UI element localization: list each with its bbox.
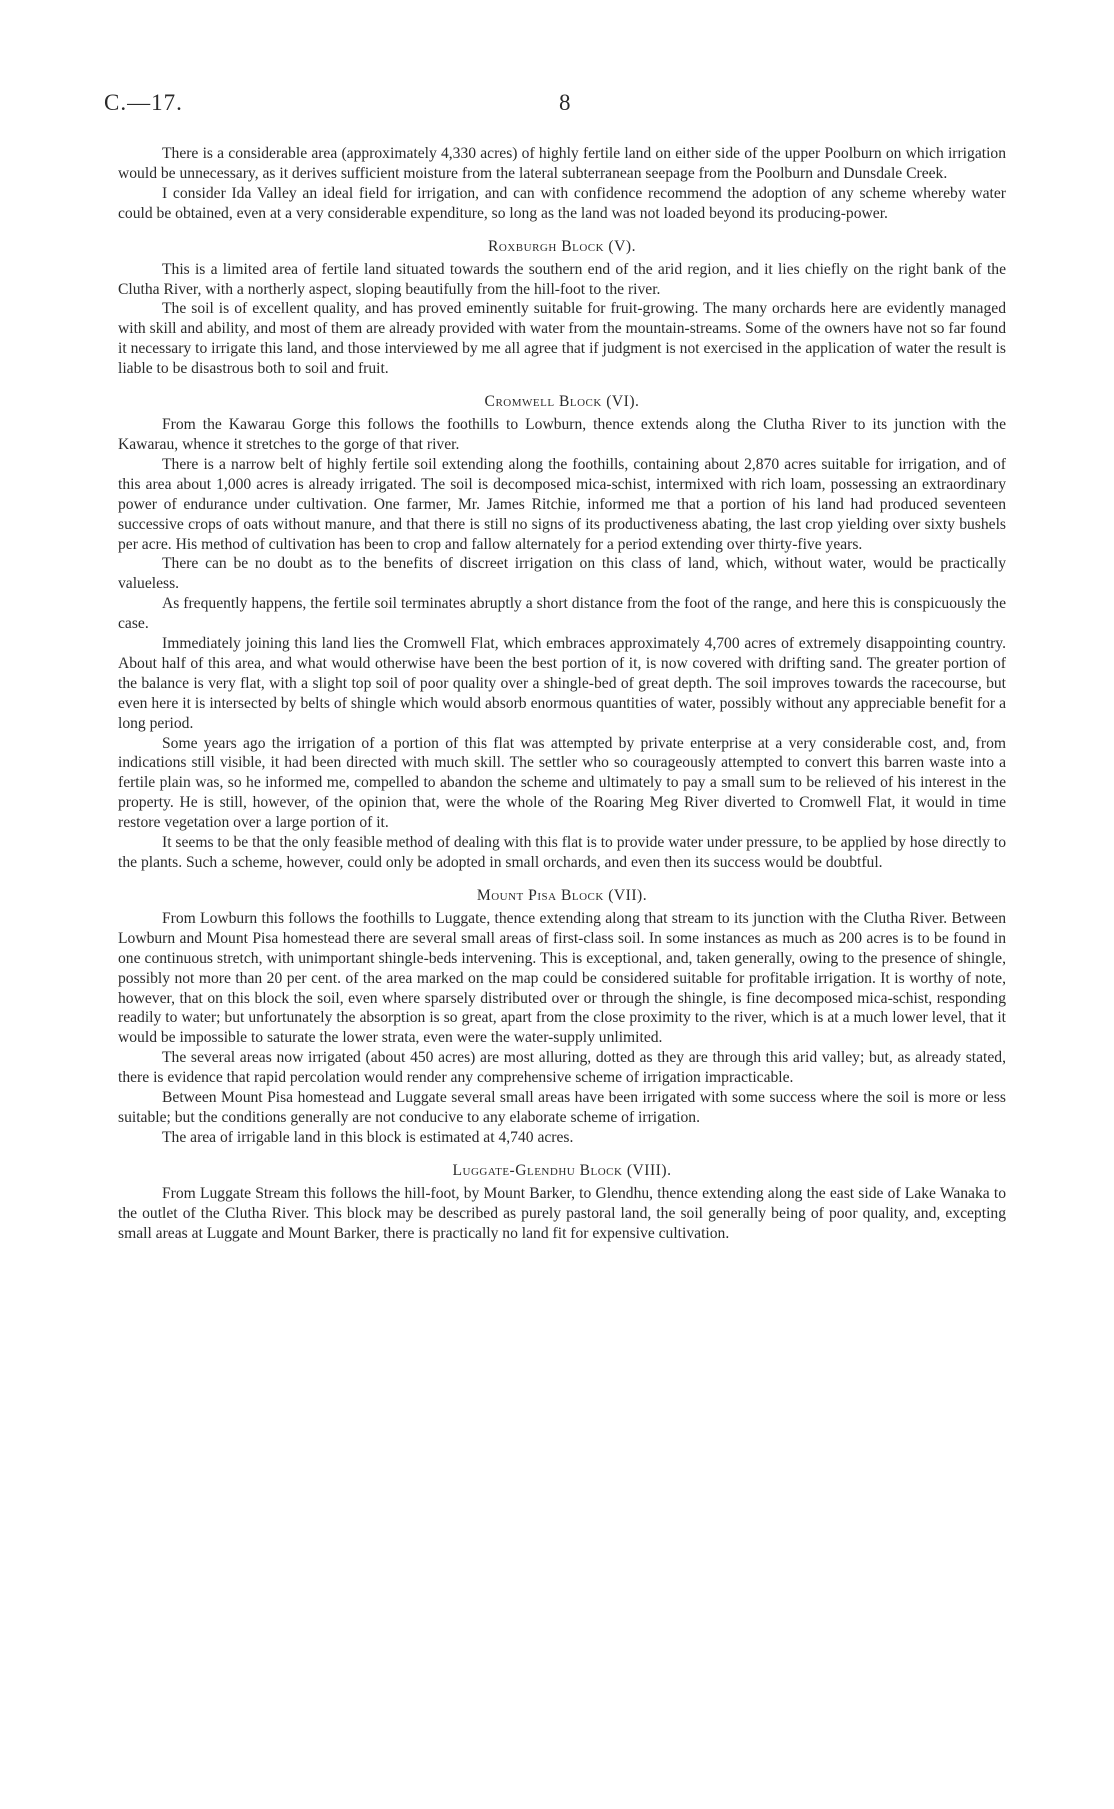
paragraph: This is a limited area of fertile land situated towards the southern end of the arid region, and it lies chiefly on the right bank of the Clutha River, with a northerly aspect, sloping beautifully from the hill-foot to the river.	[118, 260, 1006, 298]
paragraph: Between Mount Pisa homestead and Luggate several small areas have been irrigated with some success where the soil is more or less suitable; but the conditions generally are not conducive to any elaborate scheme of irrigation.	[118, 1089, 1006, 1126]
section-heading-luggate-glendhu: Luggate-Glendhu Block (VIII).	[452, 1161, 672, 1179]
report-body	[118, 144, 1006, 1244]
page-number: 8	[559, 90, 571, 115]
document-reference: C.—17.	[104, 90, 183, 115]
paragraph: There can be no doubt as to the benefits of discreet irrigation on this class of land, which, without water, would be practically valueless.	[118, 555, 1006, 593]
section-heading-mount-pisa: Mount Pisa Block (VII).	[476, 886, 648, 904]
paragraph: From Lowburn this follows the foothills to Luggate, thence extending along that stream to its junction with the Clutha River. Between Lowburn and Mount Pisa homestead there are several small areas of first-class soil. In some instances as much as 200 acres is to be found in one continuous stretch, with unimportant shingle-beds intervening. This is exceptional, and, taken generally, owing to the presence of shingle, possibly not more than 20 per cent. of the area marked on the map could be considered suitable for profitable irrigation. It is worthy of note, however, that on this block the soil, even where sparsely distributed over or through the shingle, is fine decomposed mica-schist, responding readily to water; but unfortunately the absorption is so great, apart from the close proximity to the river, which is at a much lower level, that it would be impossible to saturate the lower strata, even were the water-supply unlimited.	[118, 909, 1006, 1047]
paragraph: The area of irrigable land in this block is estimated at 4,740 acres.	[162, 1128, 574, 1146]
paragraph: The several areas now irrigated (about 450 acres) are most alluring, dotted as they are through this arid valley; but, as already stated, there is evidence that rapid percolation would render any comprehensive scheme of irrigation impracticable.	[118, 1049, 1006, 1087]
paragraph: It seems to be that the only feasible method of dealing with this flat is to provide water under pressure, to be applied by hose directly to the plants. Such a scheme, however, could only be adopted in small orchards, and even then its success would be doubtful.	[118, 834, 1007, 871]
paragraph: Immediately joining this land lies the Cromwell Flat, which embraces approximately 4,700 acres of extremely disappointing country. About half of this area, and what would otherwise have been the best portion of it, is now covered with drifting sand. The greater portion of the balance is very flat, with a slight top soil of poor quality over a shingle-bed of great depth. The soil improves towards the racecourse, but even here it is intersected by belts of shingle which would absorb enormous quantities of water, possibly without any appreciable benefit for a long period.	[118, 635, 1006, 732]
paragraph: From the Kawarau Gorge this follows the foothills to Lowburn, thence extends along the Clutha River to its junction with the Kawarau, whence it stretches to the gorge of that river.	[118, 416, 1006, 453]
paragraph: There is a considerable area (approximately 4,330 acres) of highly fertile land on either side of the upper Poolburn on which irrigation would be unnecessary, as it derives sufficient moisture from the lateral subterranean seepage from the Poolburn and Dunsdale Creek.	[118, 145, 1006, 182]
page-header	[104, 90, 1010, 126]
section-heading-cromwell: Cromwell Block (VI).	[484, 393, 640, 411]
section-heading-roxburgh: Roxburgh Block (V).	[488, 237, 636, 255]
paragraph: There is a narrow belt of highly fertile soil extending along the foothills, containing about 2,870 acres suitable for irrigation, and of this area about 1,000 acres is already irrigated. The soil is decomposed mica-schist, intermixed with rich loam, possessing an extraordinary power of endurance under cultivation. One farmer, Mr. James Ritchie, informed me that a portion of his land had produced seventeen successive crops of oats without manure, and that there is still no signs of its productiveness abating, the last crop yielding over sixty bushels per acre. His method of cultivation has been to crop and fallow alternately for a period extending over thirty-five years.	[118, 455, 1006, 553]
paragraph: As frequently happens, the fertile soil terminates abruptly a short distance from the foot of the range, and here this is conspicuously the case.	[118, 595, 1006, 633]
paragraph: The soil is of excellent quality, and has proved eminently suitable for fruit-growing. The many orchards here are evidently managed with skill and ability, and most of them are already provided with water from the mountain-streams. Some of the owners have not so far found it necessary to irrigate this land, and those interviewed by me all agree that if judgment is not exercised in the application of water the result is liable to be disastrous both to soil and fruit.	[118, 300, 1006, 378]
paragraph: I consider Ida Valley an ideal field for irrigation, and can with confidence recommend the adoption of any scheme whereby water could be obtained, even at a very considerable expenditure, so long as the land was not loaded beyond its producing-power.	[118, 184, 1006, 222]
paragraph: Some years ago the irrigation of a portion of this flat was attempted by private enterprise at a very considerable cost, and, from indications still visible, it had been directed with much skill. The settler who so courageously attempted to convert this barren waste into a fertile plain was, so he informed me, compelled to abandon the scheme and ultimately to pay a small sum to be relieved of his interest in the property. He is still, however, of the opinion that, were the whole of the Roaring Meg River diverted to Cromwell Flat, it would in time restore vegetation over a large portion of it.	[118, 734, 1006, 832]
paragraph: From Luggate Stream this follows the hill-foot, by Mount Barker, to Glendhu, thence extending along the east side of Lake Wanaka to the outlet of the Clutha River. This block may be described as purely pastoral land, the soil generally being of poor quality, and, excepting small areas at Luggate and Mount Barker, there is practically no land fit for expensive cultivation.	[118, 1184, 1006, 1242]
